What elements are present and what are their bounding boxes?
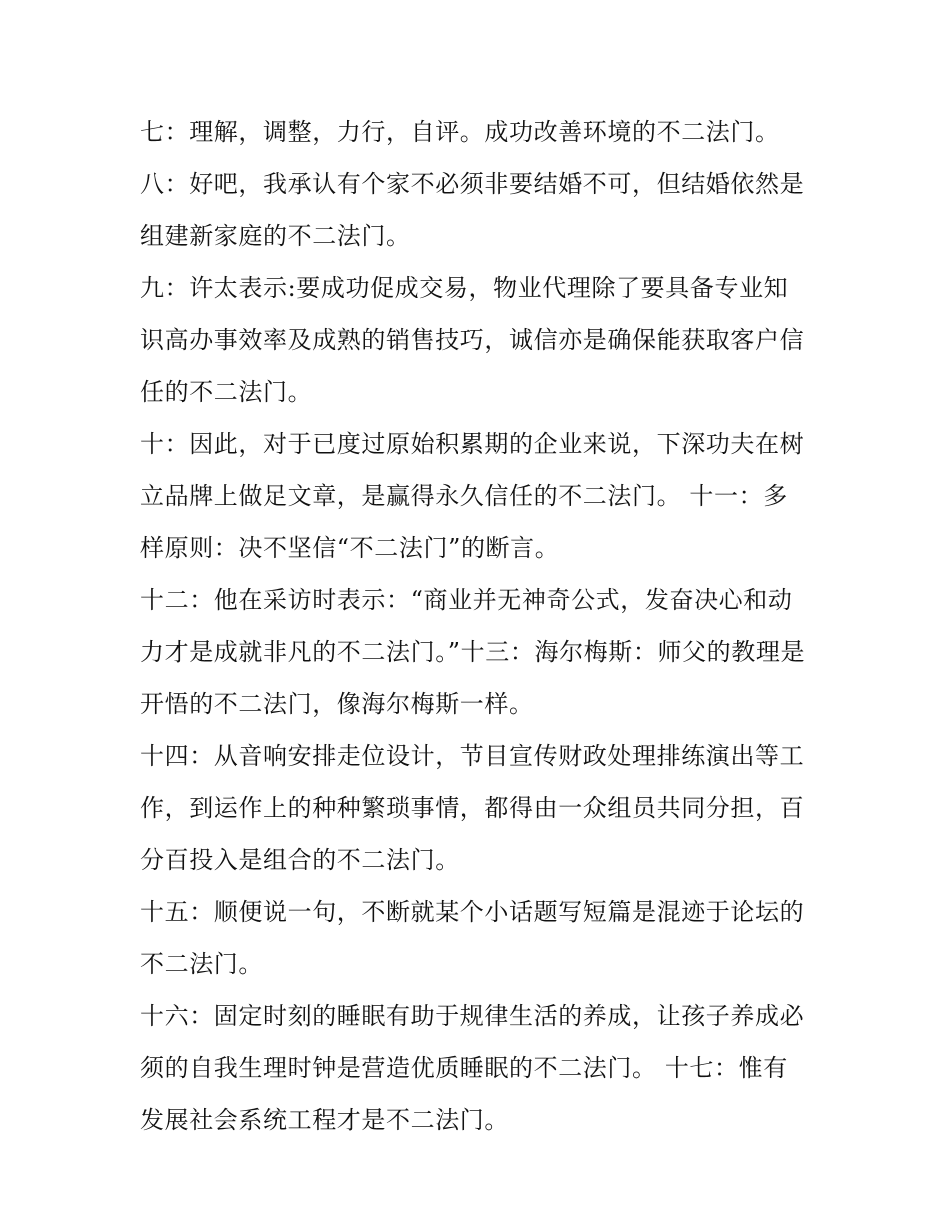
paragraph-14: 十四：从音响安排走位设计，节目宣传财政处理排练演出等工作，到运作上的种种繁琐事情，都得由一众组员共同分担，百分百投入是组合的不二法门。 <box>140 742 805 874</box>
paragraph-9: 九：许太表示:要成功促成交易，物业代理除了要具备专业知识高办事效率及成熟的销售技巧，诚信亦是确保能获取客户信任的不二法门。 <box>140 274 805 406</box>
paragraph-16-17: 十六：固定时刻的睡眠有助于规律生活的养成，让孩子养成必须的自我生理时钟是营造优质睡眠的不二法门。 十七：惟有发展社会系统工程才是不二法门。 <box>140 1002 805 1134</box>
paragraph-8: 八：好吧，我承认有个家不必须非要结婚不可，但结婚依然是组建新家庭的不二法门。 <box>140 170 805 250</box>
paragraph-10-11: 十：因此，对于已度过原始积累期的企业来说，下深功夫在树立品牌上做足文章，是赢得永久信任的不二法门。 十一：多样原则：决不坚信“不二法门”的断言。 <box>140 430 805 562</box>
paragraph-15: 十五：顺便说一句，不断就某个小话题写短篇是混迹于论坛的不二法门。 <box>140 898 805 978</box>
document-body <box>140 106 812 1146</box>
paragraph-12-13: 十二：他在采访时表示：“商业并无神奇公式，发奋决心和动力才是成就非凡的不二法门。”十三：海尔梅斯：师父的教理是开悟的不二法门，像海尔梅斯一样。 <box>140 586 806 718</box>
paragraph-7: 七：理解，调整，力行，自评。成功改善环境的不二法门。 <box>140 118 780 146</box>
